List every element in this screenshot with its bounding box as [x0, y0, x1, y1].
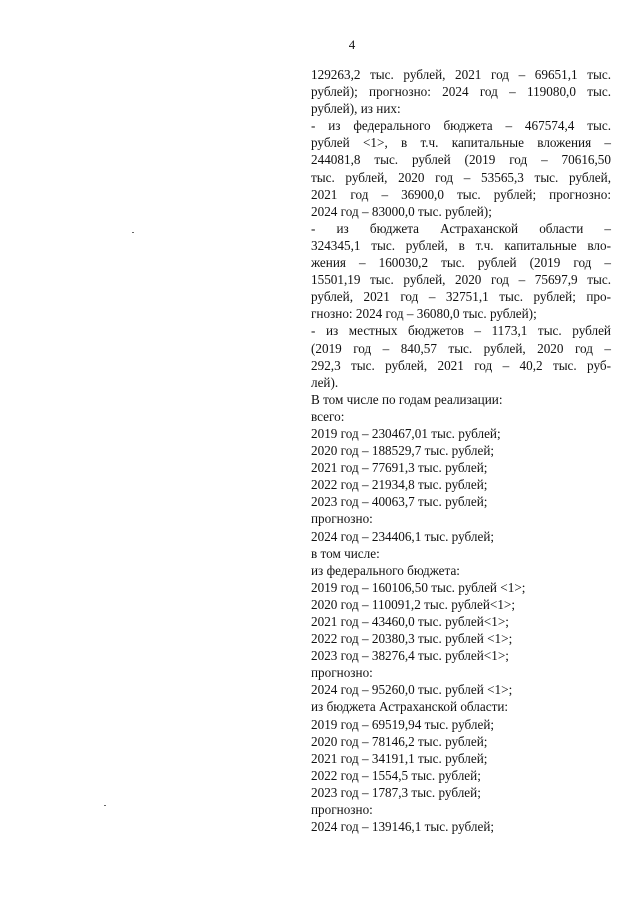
text-line: жения – 160030,2 тыс. рублей (2019 год – — [311, 255, 611, 271]
text-line: 292,3 тыс. рублей, 2021 год – 40,2 тыс. руб- — [311, 357, 611, 373]
text-line: 2019 год – 69519,94 тыс. рублей; — [311, 716, 495, 732]
text-line: 2021 год – 77691,3 тыс. рублей; — [311, 460, 488, 476]
text-line: из федерального бюджета: — [311, 562, 460, 578]
text-line: 2023 год – 40063,7 тыс. рублей; — [311, 494, 488, 510]
text-line: 129263,2 тыс. рублей, 2021 год – 69651,1 тыс. — [311, 67, 611, 82]
text-line: В том числе по годам реализации: — [311, 391, 503, 407]
text-line: 244081,8 тыс. рублей (2019 год – 70616,50 — [311, 152, 611, 168]
text-line: 2020 год – 78146,2 тыс. рублей; — [311, 733, 488, 749]
text-line: рублей), из них: — [311, 101, 401, 117]
text-line: 2024 год – 139146,1 тыс. рублей; — [311, 819, 495, 835]
page-number: 4 — [348, 37, 356, 52]
text-line: 2019 год – 160106,50 тыс. рублей <1>; — [311, 579, 526, 595]
text-line: 2023 год – 38276,4 тыс. рублей<1>; — [311, 648, 509, 664]
text-line: 2022 год – 21934,8 тыс. рублей; — [311, 477, 488, 493]
text-line: прогнозно: — [311, 665, 373, 681]
text-line: 2022 год – 20380,3 тыс. рублей <1>; — [311, 631, 513, 647]
scan-speck — [132, 232, 134, 233]
scan-speck — [104, 805, 106, 806]
text-line: 2021 год – 43460,0 тыс. рублей<1>; — [311, 614, 509, 629]
text-line: (2019 год – 840,57 тыс. рублей, 2020 год – — [311, 340, 611, 356]
text-line: в том числе: — [311, 545, 380, 561]
text-line: 15501,19 тыс. рублей, 2020 год – 75697,9 тыс. — [311, 272, 611, 288]
text-line: 2023 год – 1787,3 тыс. рублей; — [311, 784, 481, 800]
text-line: 2019 год – 230467,01 тыс. рублей; — [311, 425, 501, 441]
text-line: рублей <1>, в т.ч. капитальные вложения – — [311, 135, 611, 151]
document-text-block — [311, 66, 611, 835]
text-line: гнозно: 2024 год – 36080,0 тыс. рублей); — [311, 306, 537, 322]
text-line: 2021 год – 34191,1 тыс. рублей; — [311, 750, 488, 766]
text-line: 2024 год – 234406,1 тыс. рублей; — [311, 528, 495, 544]
text-line: 2021 год – 36900,0 тыс. рублей; прогнозно: — [311, 186, 611, 202]
text-line: лей). — [311, 374, 339, 390]
text-line: 324345,1 тыс. рублей, в т.ч. капитальные вло- — [311, 237, 611, 253]
text-line: 2020 год – 188529,7 тыс. рублей; — [311, 443, 495, 459]
text-line: 2022 год – 1554,5 тыс. рублей; — [311, 767, 481, 783]
text-line: рублей, 2021 год – 32751,1 тыс. рублей; про- — [311, 289, 611, 305]
text-line: 2024 год – 95260,0 тыс. рублей <1>; — [311, 682, 513, 698]
text-line: - из федерального бюджета – 467574,4 тыс. — [311, 118, 611, 134]
text-line: прогнозно: — [311, 511, 373, 527]
text-line: - из бюджета Астраханской области – — [311, 220, 611, 236]
text-line: прогнозно: — [311, 802, 373, 818]
text-line: всего: — [311, 408, 345, 424]
text-line: из бюджета Астраханской области: — [311, 699, 509, 715]
text-line: 2024 год – 83000,0 тыс. рублей); — [311, 203, 492, 219]
text-line: 2020 год – 110091,2 тыс. рублей<1>; — [311, 596, 516, 612]
text-line: рублей); прогнозно: 2024 год – 119080,0 тыс. — [311, 84, 611, 100]
text-line: тыс. рублей, 2020 год – 53565,3 тыс. рублей, — [311, 169, 611, 185]
text-line: - из местных бюджетов – 1173,1 тыс. рублей — [311, 323, 611, 339]
